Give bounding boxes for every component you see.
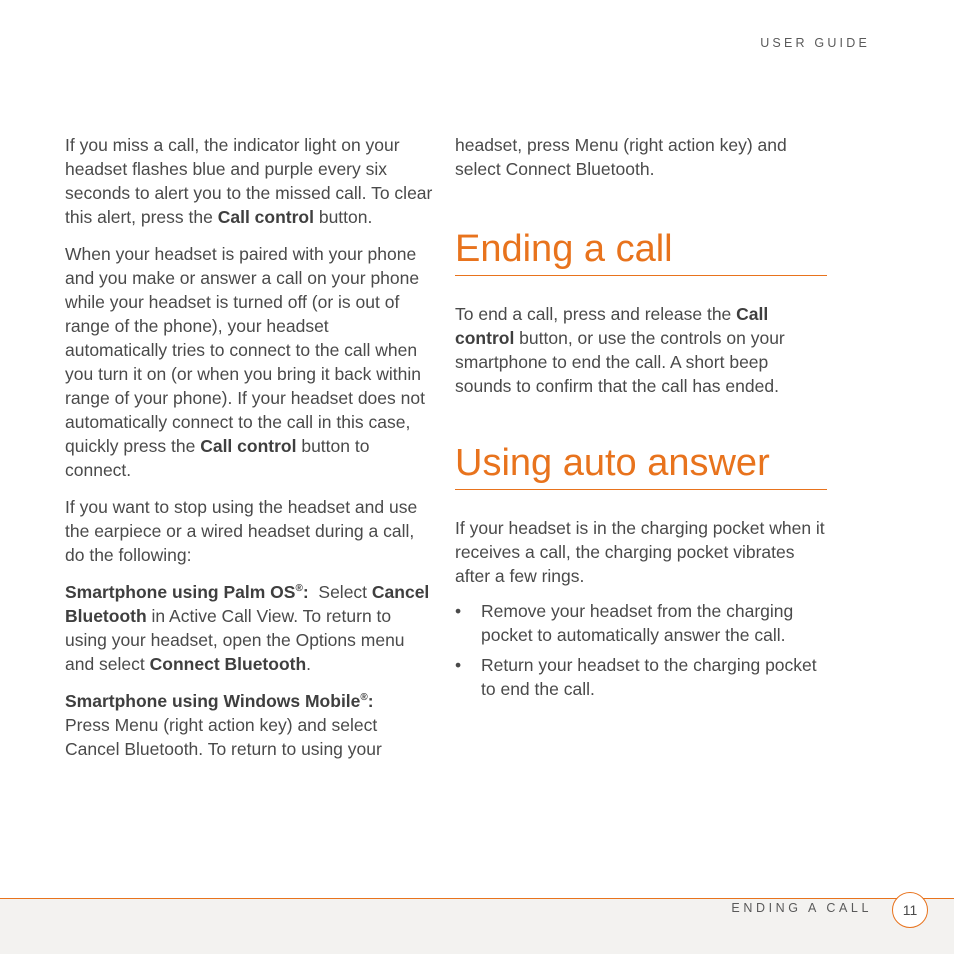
left-column [65, 133, 435, 774]
stop-using-paragraph: If you want to stop using the headset and use the earpiece or a wired headset during a call, do the following: [65, 497, 418, 565]
auto-answer-bullets [455, 599, 827, 701]
right-column [455, 133, 827, 707]
footer-divider [0, 898, 954, 899]
footer-section-label: ENDING A CALL [731, 901, 872, 915]
list-item: • Remove your headset from the charging pocket to automatically answer the call. [455, 601, 794, 645]
bullet-icon: • [455, 601, 462, 621]
continued-paragraph: headset, press Menu (right action key) and select Connect Bluetooth. [455, 135, 787, 179]
running-header: USER GUIDE [760, 36, 870, 50]
list-item: • Return your headset to the charging pocket to end the call. [455, 655, 817, 699]
windows-mobile-paragraph: Smartphone using Windows Mobile®: Press Menu (right action key) and select Cancel Bluetooth. To return to using your [65, 691, 382, 759]
auto-connect-paragraph: When your headset is paired with your phone and you make or answer a call on your phone while your headset is turned off (or is out of range of the phone), your headset automatically tries to connect to the call when you turn it on (or when you bring it back within range of your phone). If your headset does not automatically connect to the call in this case, quickly press the Call control button to connect. [65, 244, 425, 480]
missed-call-paragraph: If you miss a call, the indicator light on your headset flashes blue and purple every six seconds to alert you to the missed call. To clear this alert, press the Call control button. [65, 135, 433, 227]
bullet-icon: • [455, 655, 462, 675]
heading-using-auto-answer: Using auto answer [455, 441, 827, 490]
ending-call-paragraph: To end a call, press and release the Call control button, or use the controls on your smartphone to end the call. A short beep sounds to confirm that the call has ended. [455, 304, 785, 396]
heading-ending-a-call: Ending a call [455, 227, 827, 276]
palm-os-paragraph: Smartphone using Palm OS®: Select Cancel Bluetooth in Active Call View. To return to using your headset, open the Options menu and select Connect Bluetooth. [65, 582, 430, 674]
page-number: 11 [892, 892, 928, 928]
auto-answer-intro: If your headset is in the charging pocket when it receives a call, the charging pocket vibrates after a few rings. [455, 518, 825, 586]
